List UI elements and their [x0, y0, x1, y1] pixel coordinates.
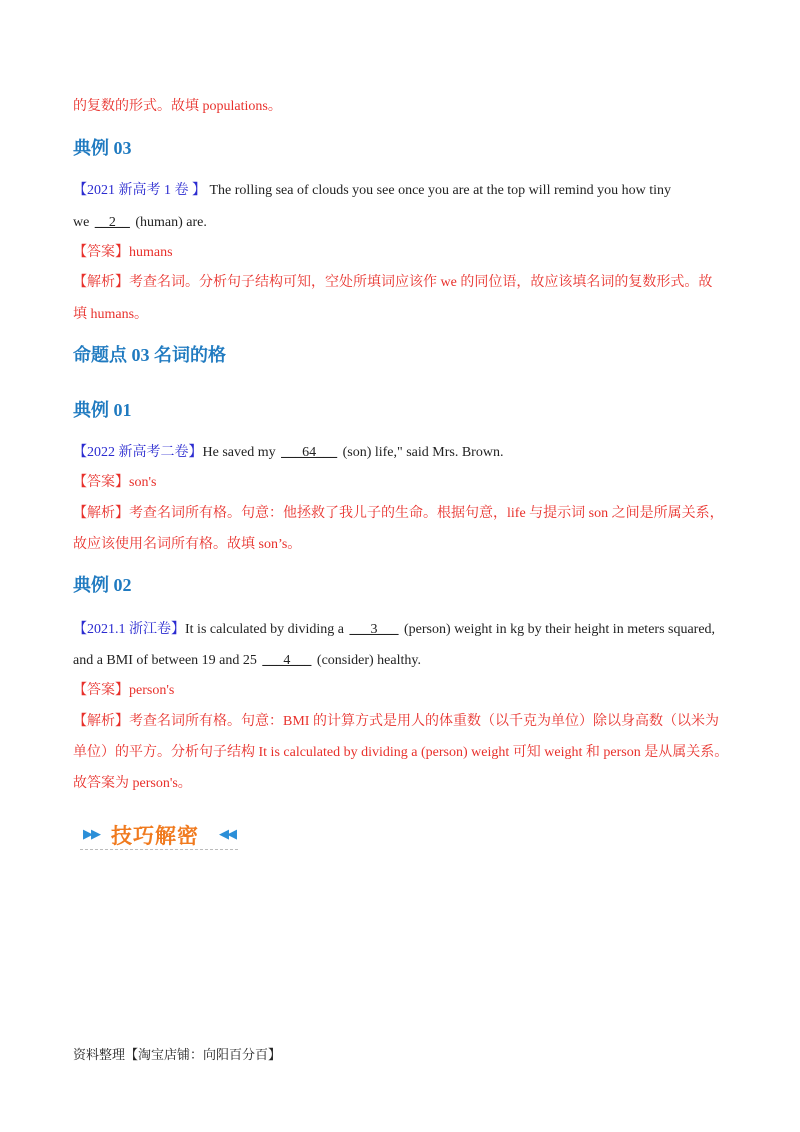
example-03-blank: __2__ — [94, 215, 130, 230]
double-arrow-right-icon: ▶▶ — [83, 826, 99, 841]
example-01-blank: ___64___ — [281, 445, 338, 460]
example-01-answer: 【答案】son's — [73, 475, 157, 490]
example-03-q2-pre: we — [73, 215, 93, 230]
footer-note: 资料整理【淘宝店铺：向阳百分百】 — [73, 1048, 282, 1063]
example-03-q2-post: (human) are. — [131, 215, 207, 230]
example-02-q2-pre: and a BMI of between 19 and 25 — [73, 653, 261, 668]
example-02-analysis-line2: 单位）的平方。分析句子结构 It is calculated by dividing a (person) weight 可知 weight 和 person 是从属关系。 — [73, 745, 729, 760]
example-03-answer: 【答案】humans — [73, 245, 173, 260]
example-03-question-text: The rolling sea of clouds you see once you are at the top will remind you how tiny — [206, 183, 672, 198]
example-02-blank-2: ___4___ — [262, 653, 312, 668]
section-heading: 命题点 03 名词的格 — [73, 345, 226, 365]
example-02-answer: 【答案】person's — [73, 683, 175, 698]
example-02-source: 【2021.1 浙江卷】 — [73, 622, 185, 637]
example-01-analysis-line1: 【解析】考查名词所有格。句意：他拯救了我儿子的生命。根据句意，life 与提示词 son 之间是所属关系， — [73, 506, 724, 521]
example-02-question-line2 — [73, 651, 421, 671]
example-03-question-line1 — [73, 181, 671, 201]
example-01-analysis-line2: 故应该使用名词所有格。故填 son’s。 — [73, 537, 302, 552]
example-02-q1-pre: It is calculated by dividing a — [185, 622, 348, 637]
example-02-heading: 典例 02 — [73, 575, 132, 595]
example-01-q-post: (son) life," said Mrs. Brown. — [339, 445, 504, 460]
example-02-q1-post: (person) weight in kg by their height in meters squared, — [400, 622, 716, 637]
example-03-question-line2 — [73, 213, 207, 233]
example-02-analysis-line3: 故答案为 person's。 — [73, 776, 192, 791]
example-01-heading: 典例 01 — [73, 400, 132, 420]
example-02-analysis-line1: 【解析】考查名词所有格。句意：BMI 的计算方式是用人的体重数（以千克为单位）除以身高数（以米为 — [73, 714, 719, 729]
example-03-heading: 典例 03 — [73, 138, 132, 158]
example-01-q-pre: He saved my — [202, 445, 280, 460]
example-02-question-line1 — [73, 620, 715, 640]
example-01-source: 【2022 新高考二卷】 — [73, 445, 203, 460]
example-03-analysis-line2: 填 humans。 — [73, 307, 149, 322]
double-arrow-left-icon: ◀◀ — [219, 826, 235, 841]
example-02-q2-post: (consider) healthy. — [313, 653, 421, 668]
continuation-text: 的复数的形式。故填 populations。 — [73, 99, 282, 114]
dashed-divider — [80, 849, 238, 850]
example-03-analysis-line1: 【解析】考查名词。分析句子结构可知，空处所填词应该作 we 的同位语，故应该填名词的复数形式。故 — [73, 275, 713, 290]
tips-badge — [80, 818, 238, 852]
example-01-question — [73, 443, 503, 463]
example-03-source: 【2021 新高考 1 卷 】 — [73, 183, 206, 198]
example-02-blank-1: ___3___ — [349, 622, 399, 637]
tips-badge-title: 技巧解密 — [111, 824, 199, 848]
